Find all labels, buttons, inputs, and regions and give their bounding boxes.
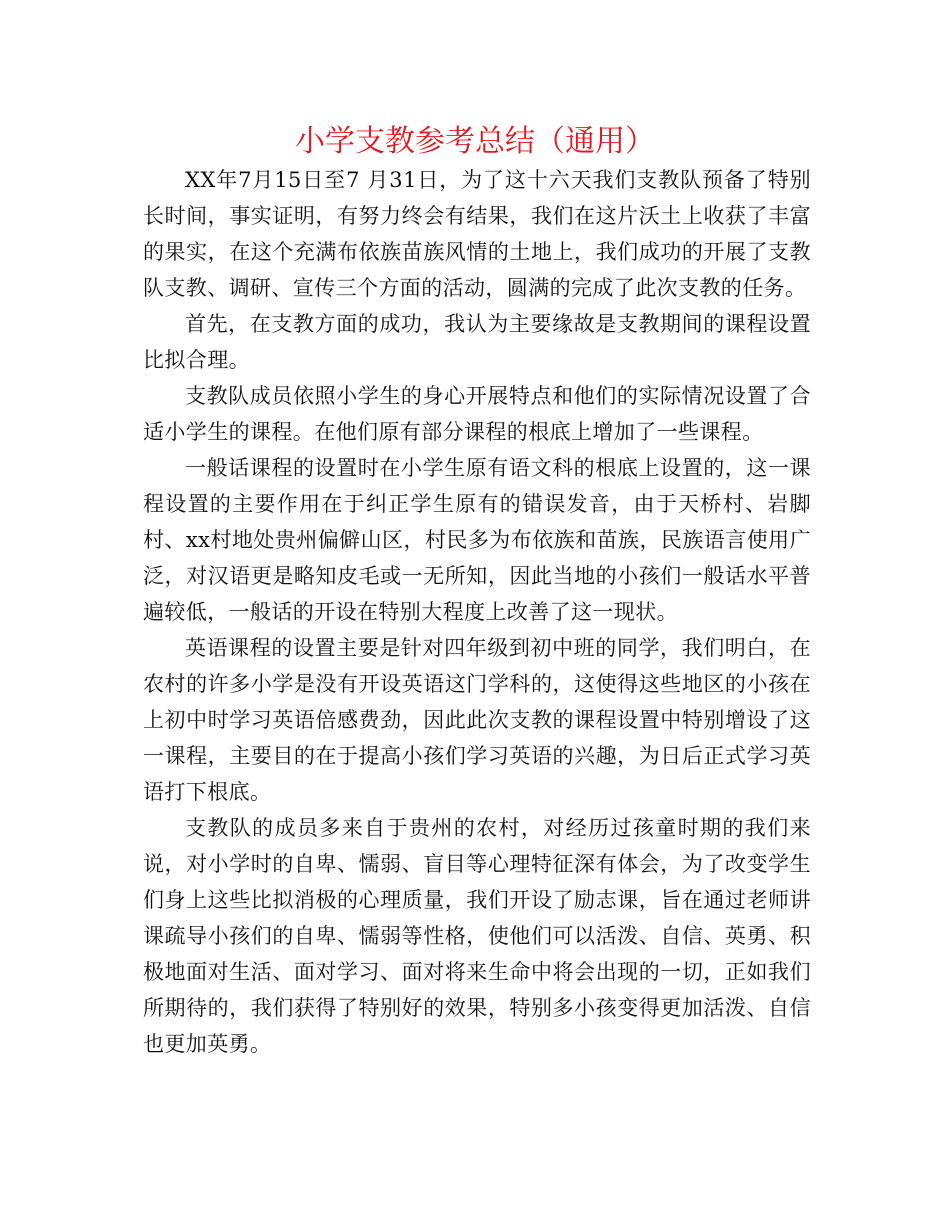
paragraph: 支教队成员依照小学生的身心开展特点和他们的实际情况设置了合适小学生的课程。在他们原有部分课程的根底上增加了一些课程。 (143, 384, 811, 444)
paragraph: 支教队的成员多来自于贵州的农村，对经历过孩童时期的我们来说，对小学时的自卑、懦弱、盲目等心理特征深有体会，为了改变学生们身上这些比拟消极的心理质量，我们开设了励志课，旨在通过老师讲课疏导小孩们的自卑、懦弱等性格，使他们可以活泼、自信、英勇、积极地面对生活、面对学习、面对将来生命中将会出现的一切，正如我们所期待的，我们获得了特别好的效果，特别多小孩变得更加活泼、自信也更加英勇。 (143, 816, 811, 1056)
paragraph: 英语课程的设置主要是针对四年级到初中班的同学，我们明白，在农村的许多小学是没有开设英语这门学科的，这使得这些地区的小孩在上初中时学习英语倍感费劲，因此此次支教的课程设置中特别增设了这一课程，主要目的在于提高小孩们学习英语的兴趣，为日后正式学习英语打下根底。 (143, 636, 811, 804)
paragraph: 首先，在支教方面的成功，我认为主要缘故是支教期间的课程设置比拟合理。 (143, 312, 811, 372)
paragraph: XX年7月15日至7 月31日，为了这十六天我们支教队预备了特别长时间，事实证明，有努力终会有结果，我们在这片沃土上收获了丰富的果实，在这个充满布依族苗族风情的土地上，我们成功的开展了支教队支教、调研、宣传三个方面的活动，圆满的完成了此次支教的任务。 (143, 168, 811, 300)
document-body (143, 162, 811, 1062)
paragraph: 一般话课程的设置时在小学生原有语文科的根底上设置的，这一课程设置的主要作用在于纠正学生原有的错误发音，由于天桥村、岩脚村、xx村地处贵州偏僻山区，村民多为布依族和苗族，民族语言使用广泛，对汉语更是略知皮毛或一无所知，因此当地的小孩们一般话水平普遍较低，一般话的开设在特别大程度上改善了这一现状。 (143, 456, 811, 624)
document-title: 小学支教参考总结（通用） (295, 124, 655, 159)
